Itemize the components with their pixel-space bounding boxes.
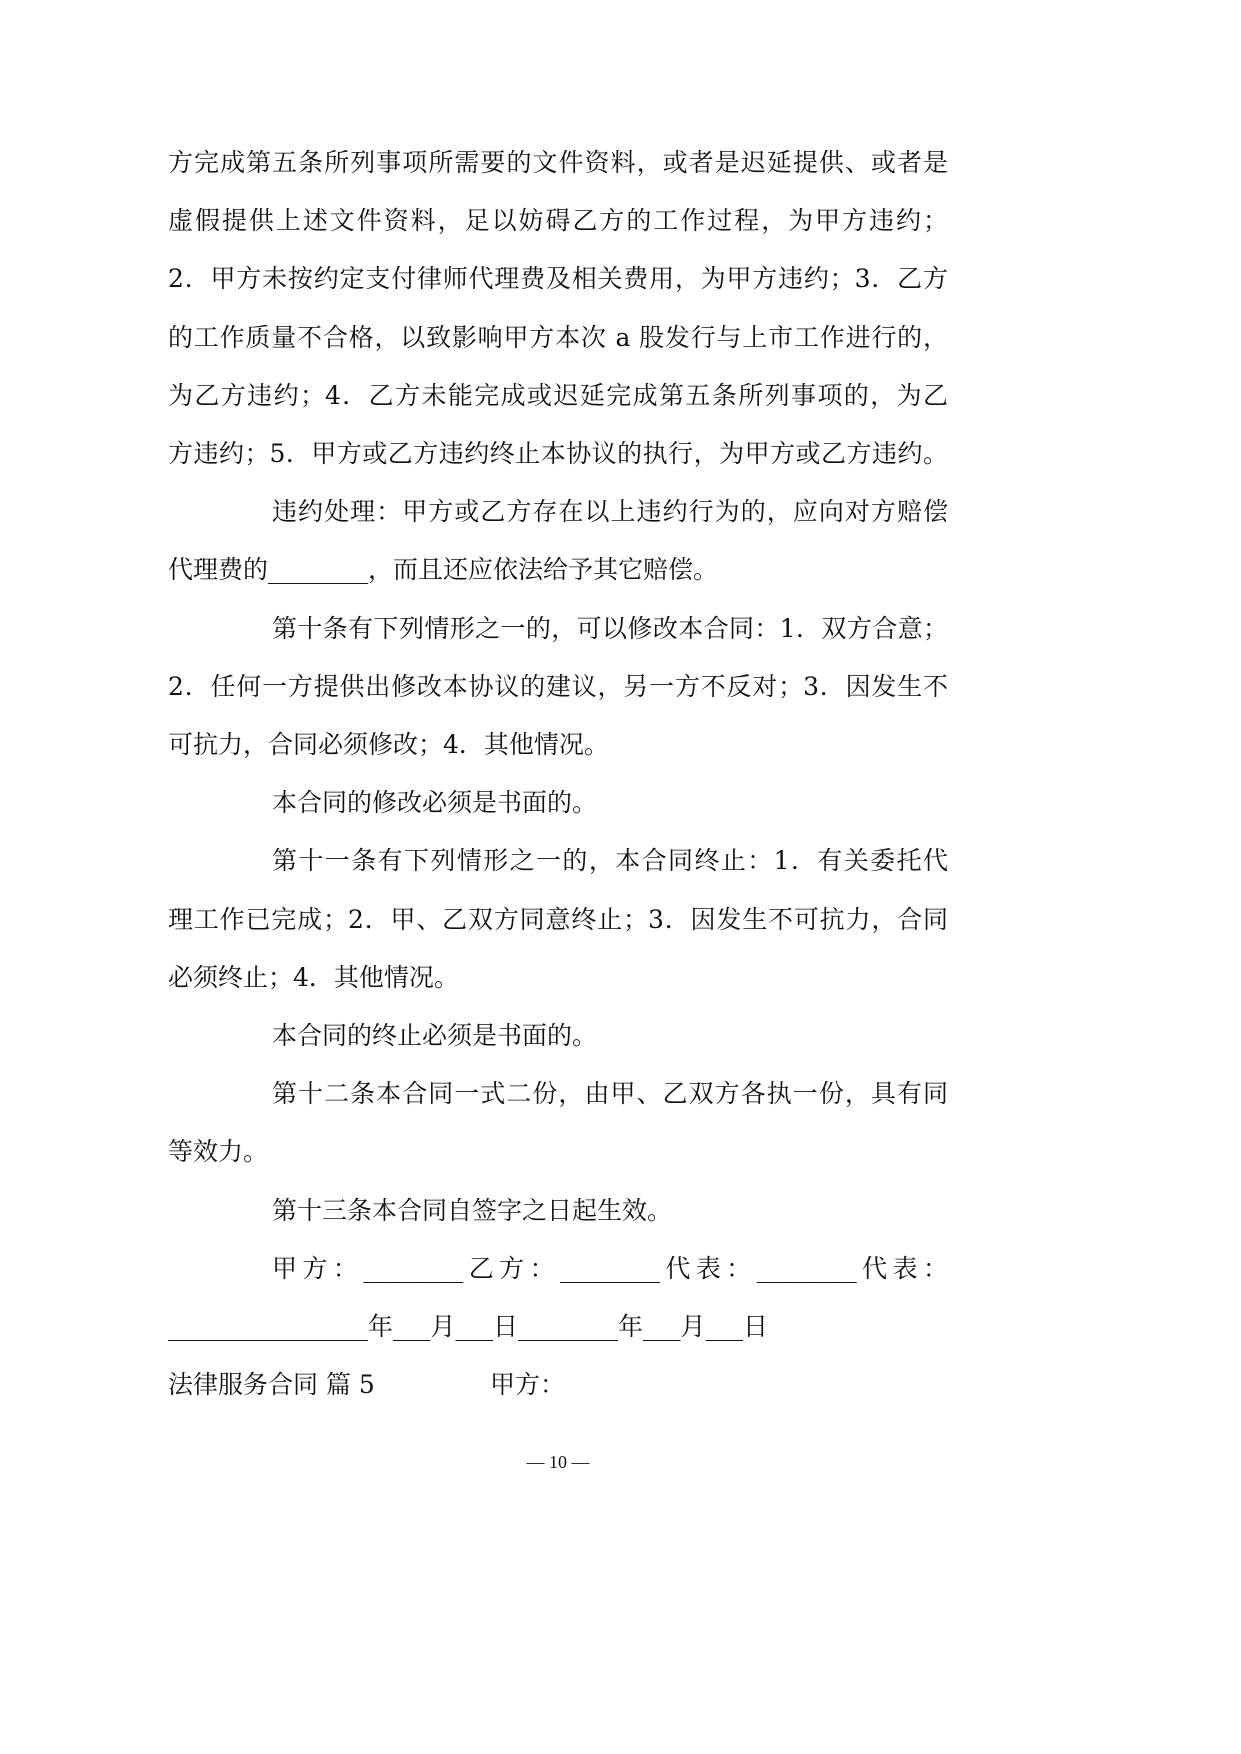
breach-handling-clause: 违约处理：甲方或乙方存在以上违约行为的，应向对方赔偿 xyxy=(272,497,948,527)
section-title: 法律服务合同 篇 5 xyxy=(168,1370,375,1400)
signature-parties-line: 甲方：________乙方：________代表：________代表： xyxy=(272,1253,948,1283)
paragraph-line: 2．甲方未按约定支付律师代理费及相关费用，为甲方违约；3．乙方 xyxy=(168,264,948,294)
paragraph-line: 代理费的________，而且还应依法给予其它赔偿。 xyxy=(168,555,719,585)
paragraph-line: 为乙方违约；4．乙方未能完成或迟延完成第五条所列事项的，为乙 xyxy=(168,380,948,410)
article-10-clause: 第十条有下列情形之一的，可以修改本合同：1．双方合意； xyxy=(272,613,948,643)
paragraph-line: 方完成第五条所列事项所需要的文件资料，或者是迟延提供、或者是 xyxy=(168,148,948,177)
paragraph-line: 理工作已完成；2．甲、乙双方同意终止；3．因发生不可抗力，合同 xyxy=(168,904,948,934)
party-a-label: 甲方： xyxy=(490,1370,566,1400)
article-11-clause: 第十一条有下列情形之一的，本合同终止：1．有关委托代 xyxy=(272,846,948,876)
article-12-clause: 第十二条本合同一式二份，由甲、乙双方各执一份，具有同 xyxy=(272,1079,948,1109)
paragraph-line: 虚假提供上述文件资料，足以妨碍乙方的工作过程，为甲方违约； xyxy=(168,206,948,236)
signature-date-line: ________________年___月___日________年___月___日 xyxy=(168,1312,769,1342)
paragraph-line: 方违约；5．甲方或乙方违约终止本协议的执行，为甲方或乙方违约。 xyxy=(168,439,948,469)
paragraph-line: 的工作质量不合格，以致影响甲方本次 a 股发行与上市工作进行的， xyxy=(168,322,948,352)
paragraph-line: 必须终止；4．其他情况。 xyxy=(168,962,459,992)
page-number: — 10 — xyxy=(526,1452,590,1472)
amendment-written-clause: 本合同的修改必须是书面的。 xyxy=(272,788,598,818)
paragraph-line: 等效力。 xyxy=(168,1137,269,1167)
closing-line xyxy=(168,1356,948,1414)
article-13-clause: 第十三条本合同自签字之日起生效。 xyxy=(272,1195,673,1225)
paragraph-line: 2．任何一方提供出修改本协议的建议，另一方不反对；3．因发生不 xyxy=(168,671,948,701)
paragraph-line: 可抗力，合同必须修改；4．其他情况。 xyxy=(168,730,609,760)
contract-body xyxy=(168,134,948,1414)
termination-written-clause: 本合同的终止必须是书面的。 xyxy=(272,1021,598,1051)
